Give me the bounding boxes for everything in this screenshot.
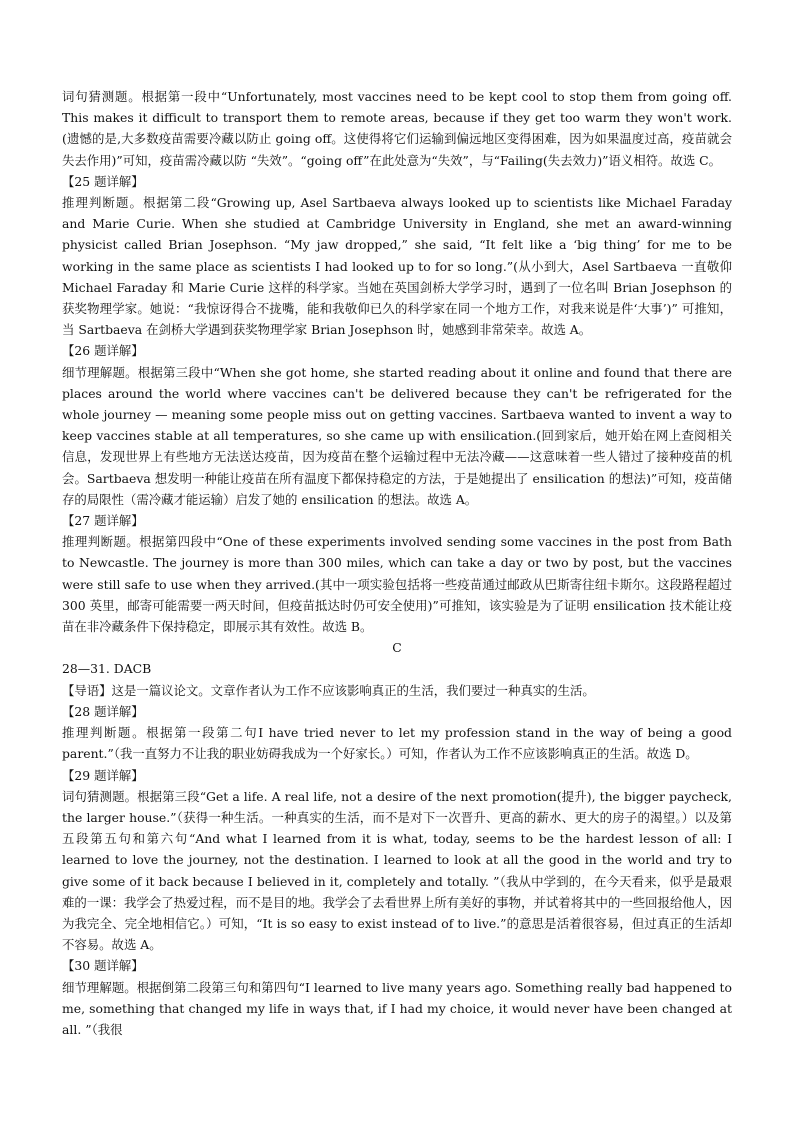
document-page — [62, 86, 732, 1040]
paragraph-q28-explanation: 推理判断题。根据第一段第二句I have tried never to let my profession stand in the way of being a good parent.”（我一直努力不让我的职业妨碍我成为一个好家长。）可知，作者认为工作不应该影响真正的生活。故选 D。 — [62, 725, 732, 762]
intro-paragraph: 【导语】这是一篇议论文。文章作者认为工作不应该影响真正的生活，我们要过一种真实的生活。 — [62, 682, 595, 698]
paragraph-q30-explanation: 细节理解题。根据倒第二段第三句和第四句“I learned to live many years ago. Something really bad happened to me, something that changed my life in ways that, if I had my choice, it would never have been changed at all. ”（我很 — [62, 979, 732, 1037]
heading-q30: 【30 题详解】 — [62, 958, 144, 974]
heading-q29: 【29 题详解】 — [62, 767, 144, 783]
heading-q25: 【25 题详解】 — [62, 173, 144, 189]
paragraph-q25-explanation: 推理判断题。根据第二段“Growing up, Asel Sartbaeva always looked up to scientists like Michael Faraday and Marie Curie. When she studied at Cambridge University in England, she met an award-winning physicist called Brian Josephson. “My jaw dropped,” she said, “It felt like a ‘big thing’ for me to be working in the same place as scientists I had looked up to for so long.”(从小到大，Asel Sartbaeva 一直敬仰 Michael Faraday 和 Marie Curie 这样的科学家。当她在英国剑桥大学学习时，遇到了一位名叫 Brian Josephson 的获奖物理学家。她说：“我惊讶得合不拢嘴，能和我敬仰已久的科学家在同一个地方工作，对我来说是件‘大事’)” 可推知，当 Sartbaeva 在剑桥大学遇到获奖物理学家 Brian Josephson 时，她感到非常荣幸。故选 A。 — [62, 195, 732, 338]
heading-q27: 【27 题详解】 — [62, 513, 144, 529]
heading-q28: 【28 题详解】 — [62, 703, 144, 719]
heading-q26: 【26 题详解】 — [62, 343, 144, 359]
paragraph-q29-explanation: 词句猜测题。根据第三段“Get a life. A real life, not a desire of the next promotion(提升), the bigger paycheck, the larger house.”（获得一种生活。一种真实的生活，而不是对下一次晋升、更高的薪水、更大的房子的渴望。）以及第五段第五句和第六句“And what I learned from it is what, today, seems to be the hardest lesson of all: I learned to love the journey, not the destination. I learned to look at all the good in the world and try to give some of it back because I believed in it, completely and totally. ”（我从中学到的，在今天看来，似乎是最艰难的一课：我学会了热爱过程，而不是目的地。我学会了去看世界上所有美好的事物，并试着将其中的一些回报给他人，因为我完全、完全地相信它。）可知，“It is so easy to exist instead of to live.”的意思是活着很容易，但过真正的生活却不容易。故选 A。 — [62, 788, 732, 953]
answers-28-31: 28—31. DACB — [62, 661, 152, 677]
paragraph-q24-explanation: 词句猜测题。根据第一段中“Unfortunately, most vaccines need to be kept cool to stop them from going off. This makes it difficult to transport them to remote areas, because if they get too warm they won't work.(遗憾的是,大多数疫苗需要冷藏以防止 going off。这使得将它们运输到偏远地区变得困难，因为如果温度过高，疫苗就会失去作用)”可知，疫苗需冷藏以防 “失效”。“going off”在此处意为“失效”，与“Failing(失去效力)”语义相符。故选 C。 — [62, 89, 732, 168]
section-c-title: C — [392, 640, 402, 656]
paragraph-q27-explanation: 推理判断题。根据第四段中“One of these experiments involved sending some vaccines in the post from Bath to Newcastle. The journey is more than 300 miles, which can take a day or two by post, but the vaccines were still safe to use when they arrived.(其中一项实验包括将一些疫苗通过邮政从巴斯寄往纽卡斯尔。这段路程超过 300 英里，邮寄可能需要一两天时间，但疫苗抵达时仍可安全使用)”可推知，该实验是为了证明 ensilication 技术能让疫苗在非冷藏条件下保持稳定，即展示其有效性。故选 B。 — [62, 534, 732, 635]
paragraph-q26-explanation: 细节理解题。根据第三段中“When she got home, she started reading about it online and found that there are places around the world where vaccines can't be delivered because they can't be refrigerated for the whole journey — meaning some people miss out on getting vaccines. Sartbaeva wanted to invent a way to keep vaccines stable at all temperatures, so she came up with ensilication.(回到家后，她开始在网上查阅相关信息，发现世界上有些地方无法送达疫苗，因为疫苗在整个运输过程中无法冷藏——这意味着一些人错过了接种疫苗的机会。Sartbaeva 想发明一种能让疫苗在所有温度下都保持稳定的方法，于是她提出了 ensilication 的想法)”可知，疫苗储存的局限性（需冷藏才能运输）启发了她的 ensilication 的想法。故选 A。 — [62, 364, 732, 507]
